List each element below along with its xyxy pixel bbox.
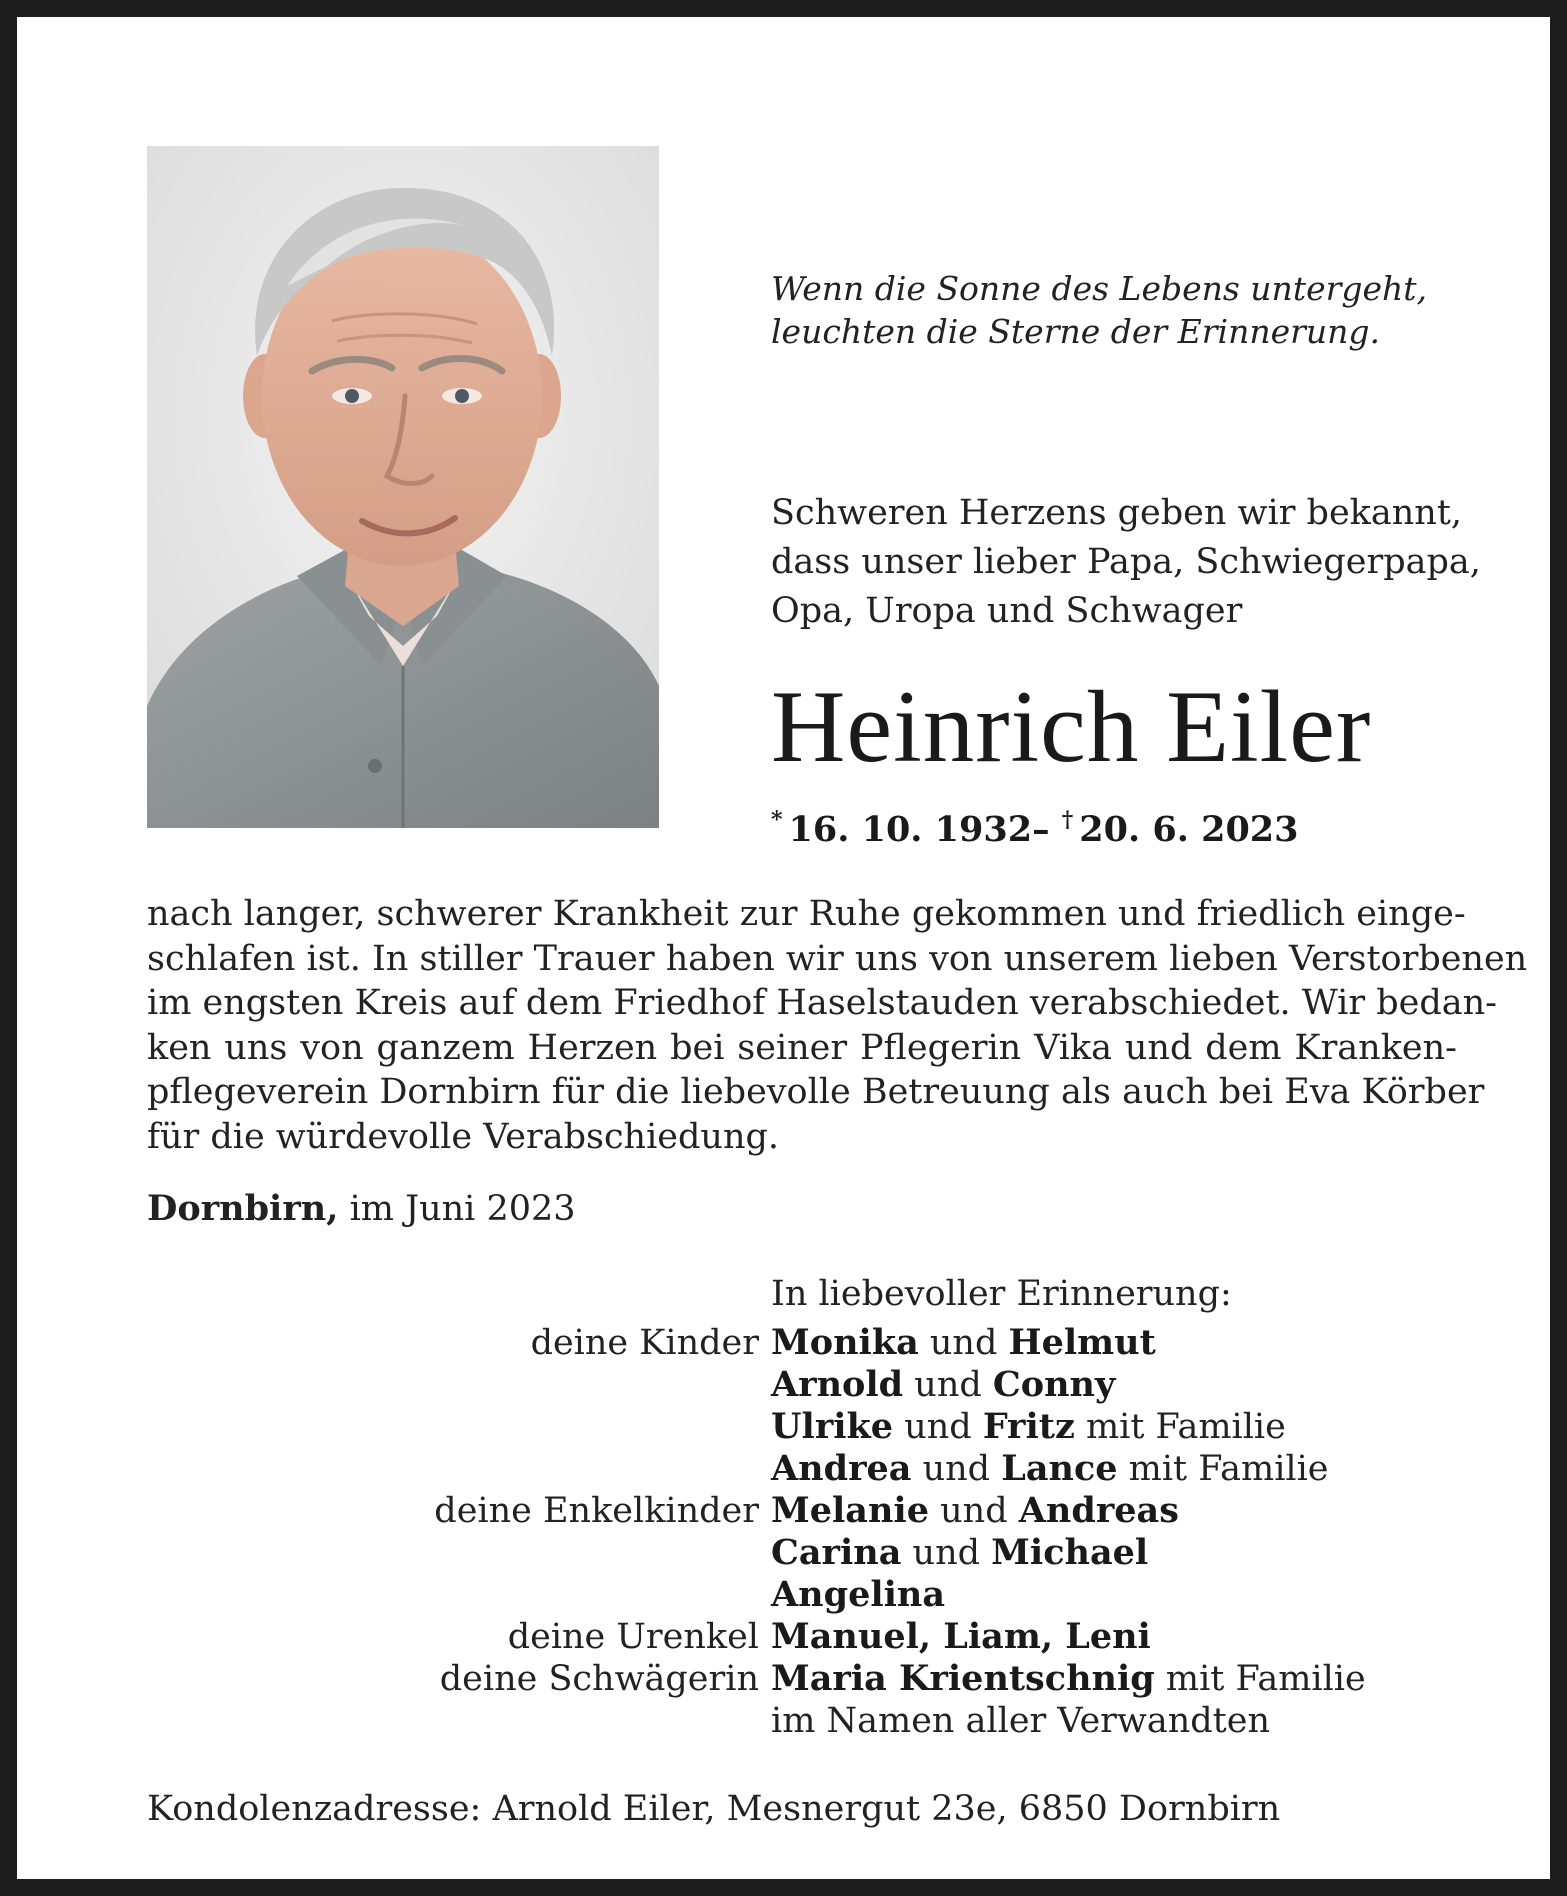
- body-line: schlafen ist. In stiller Trauer haben wir uns von unserem lieben Verstorbenen: [147, 938, 1528, 979]
- birth-symbol: *: [771, 807, 783, 833]
- place-date: [147, 1187, 576, 1231]
- family-suffix: mit Familie: [1074, 1407, 1286, 1447]
- family-names: [771, 1364, 1115, 1406]
- family-row: [17, 1322, 1567, 1364]
- family-list: [17, 1322, 1567, 1742]
- deceased-name: Heinrich Eiler: [771, 670, 1372, 784]
- family-row: [17, 1448, 1567, 1490]
- family-names: [771, 1658, 1366, 1700]
- quote-line: Wenn die Sonne des Lebens untergeht,: [771, 269, 1428, 308]
- family-names: [771, 1490, 1179, 1532]
- family-verwandte: im Namen aller Verwandten: [771, 1701, 1270, 1741]
- quote-line: leuchten die Sterne der Erinnerung.: [771, 312, 1381, 351]
- family-name: Melanie: [771, 1490, 929, 1531]
- date-separator: –: [1032, 809, 1050, 850]
- family-connector: und: [911, 1449, 1002, 1489]
- family-label-urenkel: deine Urenkel: [507, 1617, 759, 1657]
- family-row: [17, 1490, 1567, 1532]
- family-row: [17, 1658, 1567, 1700]
- family-name: Fritz: [982, 1406, 1075, 1447]
- family-connector: und: [918, 1323, 1009, 1363]
- family-row: [17, 1364, 1567, 1406]
- family-name: Michael: [991, 1532, 1149, 1573]
- family-names: [771, 1448, 1329, 1490]
- death-date: 20. 6. 2023: [1079, 809, 1299, 850]
- intro-line: dass unser lieber Papa, Schwiegerpapa,: [771, 542, 1481, 582]
- life-dates: [771, 799, 1299, 851]
- family-name: Conny: [992, 1364, 1116, 1405]
- family-names: [771, 1616, 1151, 1658]
- family-connector: und: [929, 1491, 1019, 1531]
- family-label-schwaegerin: deine Schwägerin: [439, 1659, 759, 1699]
- family-row: [17, 1616, 1567, 1658]
- family-row: [17, 1532, 1567, 1574]
- family-row: [17, 1700, 1567, 1742]
- place-city: Dornbirn,: [147, 1188, 339, 1229]
- family-name: Helmut: [1008, 1322, 1156, 1363]
- family-name: Angelina: [771, 1574, 946, 1615]
- family-names: [771, 1574, 945, 1616]
- family-name: Manuel, Liam, Leni: [771, 1616, 1151, 1657]
- family-label-kinder: deine Kinder: [530, 1323, 759, 1363]
- family-connector: und: [893, 1407, 983, 1447]
- memory-heading: In liebevoller Erinnerung:: [771, 1274, 1232, 1314]
- body-line: für die würdevolle Verabschiedung.: [147, 1116, 780, 1157]
- portrait-illustration: [147, 146, 659, 828]
- family-name: Arnold: [771, 1364, 904, 1405]
- death-symbol: †: [1061, 807, 1074, 833]
- body-paragraph: [147, 892, 1528, 1160]
- place-month: im Juni 2023: [338, 1189, 576, 1229]
- family-name: Andrea: [771, 1448, 912, 1489]
- family-suffix: mit Familie: [1154, 1659, 1366, 1699]
- family-name: Andreas: [1018, 1490, 1179, 1531]
- intro-line: Opa, Uropa und Schwager: [771, 591, 1243, 631]
- body-line: ken uns von ganzem Herzen bei seiner Pflegerin Vika und dem Kranken-: [147, 1027, 1457, 1068]
- family-suffix: mit Familie: [1117, 1449, 1329, 1489]
- family-connector: und: [903, 1365, 993, 1405]
- family-label-enkel: deine Enkelkinder: [434, 1491, 759, 1531]
- family-names: [771, 1532, 1148, 1574]
- birth-date: 16. 10. 1932: [788, 809, 1033, 850]
- family-name: Carina: [771, 1532, 902, 1573]
- intro-line: Schweren Herzens geben wir bekannt,: [771, 493, 1463, 533]
- family-name: Maria Krientschnig: [771, 1658, 1155, 1699]
- portrait-photo: [147, 146, 659, 828]
- body-line: im engsten Kreis auf dem Friedhof Haselstauden verabschiedet. Wir bedan-: [147, 983, 1497, 1024]
- family-name: Monika: [771, 1322, 919, 1363]
- family-row: [17, 1574, 1567, 1616]
- condolence-address: Kondolenzadresse: Arnold Eiler, Mesnergut 23e, 6850 Dornbirn: [147, 1789, 1281, 1829]
- family-row: [17, 1406, 1567, 1448]
- family-names: [771, 1322, 1156, 1364]
- announcement-intro: [771, 489, 1491, 636]
- body-line: nach langer, schwerer Krankheit zur Ruhe gekommen und friedlich einge-: [147, 894, 1466, 934]
- body-line: pflegeverein Dornbirn für die liebevolle Betreuung als auch bei Eva Körber: [147, 1072, 1485, 1113]
- family-names: [771, 1406, 1286, 1448]
- family-name: Lance: [1001, 1448, 1118, 1489]
- quote: [771, 267, 1471, 353]
- family-connector: und: [901, 1533, 992, 1573]
- family-name: Ulrike: [771, 1406, 894, 1447]
